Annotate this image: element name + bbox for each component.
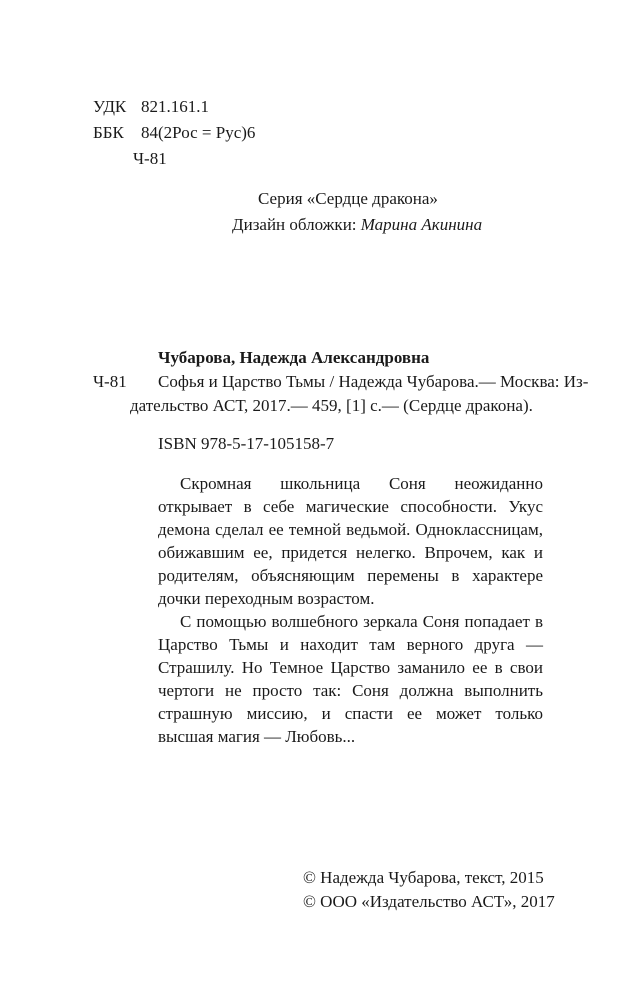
cover-design-label: Дизайн обложки: bbox=[232, 215, 357, 234]
cover-design-line bbox=[232, 213, 482, 236]
udk-label: УДК bbox=[93, 97, 127, 116]
cover-designer-name: Марина Акинина bbox=[360, 215, 483, 234]
bibliographic-line-1: Софья и Царство Тьмы / Надежда Чубарова.— Москва: Из- bbox=[158, 372, 589, 391]
series-line: Серия «Сердце дракона» bbox=[258, 189, 438, 208]
annotation-paragraph-1: Скромная школьница Соня неожиданно открывает в себе магические способности. Укус демона сделал ее темной ведьмой. Одноклассницам, обижавшим ее, придется нелегко. Впрочем, как и родителям, объясняющим перемены в характере дочки переходным возрастом. bbox=[158, 474, 543, 608]
author-heading: Чубарова, Надежда Александровна bbox=[158, 348, 430, 367]
bbk-value: 84(2Рос = Рус)6 bbox=[141, 123, 256, 142]
author-mark-entry: Ч-81 bbox=[93, 372, 127, 391]
isbn: ISBN 978-5-17-105158-7 bbox=[158, 434, 335, 453]
annotation bbox=[158, 472, 543, 748]
copyright-line-2: © ООО «Издательство АСТ», 2017 bbox=[303, 892, 555, 911]
udk-line bbox=[93, 95, 209, 118]
udk-value: 821.161.1 bbox=[141, 97, 209, 116]
annotation-paragraph-2: С помощью волшебного зеркала Соня попадает в Царство Тьмы и находит там верного друга — Страшилу. Но Темное Царство заманило ее в свои чертоги не просто так: Соня должна выполнить страшную миссию, и спасти ее может только высшая магия — Любовь... bbox=[158, 612, 543, 746]
bbk-label: ББК bbox=[93, 123, 124, 142]
bbk-line bbox=[93, 121, 255, 144]
author-mark-top: Ч-81 bbox=[133, 149, 167, 168]
bibliographic-line-2: дательство АСТ, 2017.— 459, [1] с.— (Сердце дракона). bbox=[130, 396, 533, 415]
copyright-line-1: © Надежда Чубарова, текст, 2015 bbox=[303, 868, 544, 887]
